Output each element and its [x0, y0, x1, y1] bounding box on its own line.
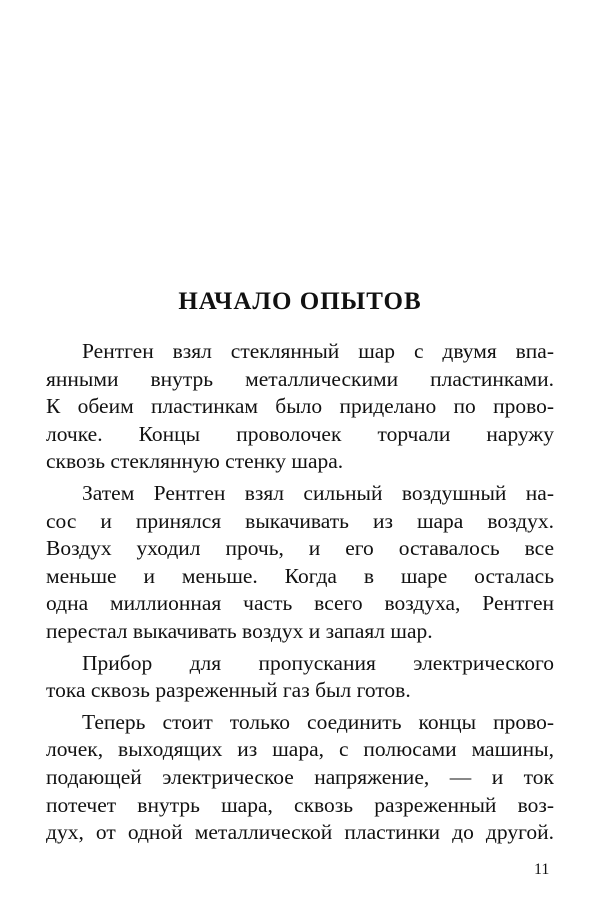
text-line: перестал выкачивать воздух и запаял шар. [46, 618, 433, 643]
text-line: меньше и меньше. Когда в шаре осталась [46, 563, 554, 588]
paragraph-3 [46, 650, 554, 705]
text-line: К обеим пластинкам было приделано по прово- [46, 394, 554, 419]
text-line: дух, от одной металлической пластинки до другой. [46, 820, 554, 845]
text-line: Прибор для пропускания электрического [82, 650, 554, 675]
text-line: Теперь стоит только соединить концы прово- [82, 709, 554, 734]
text-line: подающей электрическое напряжение, — и ток [46, 764, 554, 789]
text-line: сос и принялся выкачивать из шара воздух. [46, 508, 554, 533]
text-line: сквозь стеклянную стенку шара. [46, 449, 344, 474]
text-line: лочек, выходящих из шара, с полюсами машины, [46, 737, 554, 762]
text-line: одна миллионная часть всего воздуха, Рентген [46, 591, 554, 616]
text-line: лочке. Концы проволочек торчали наружу [46, 421, 554, 446]
paragraph-1 [46, 338, 554, 476]
text-line: Рентген взял стеклянный шар с двумя впа- [82, 339, 554, 363]
text-line: тока сквозь разреженный газ был готов. [46, 678, 411, 703]
body-text [46, 338, 554, 851]
text-line: янными внутрь металлическими пластинками. [46, 366, 554, 391]
text-line: Воздух уходил прочь, и его оставалось все [46, 536, 554, 561]
page-number: 11 [534, 861, 550, 878]
text-line: потечет внутрь шара, сквозь разреженный воз- [46, 792, 554, 817]
text-line: Затем Рентген взял сильный воздушный на- [82, 480, 554, 505]
paragraph-2 [46, 480, 554, 646]
paragraph-4 [46, 709, 554, 847]
chapter-title: НАЧАЛО ОПЫТОВ [178, 288, 422, 315]
